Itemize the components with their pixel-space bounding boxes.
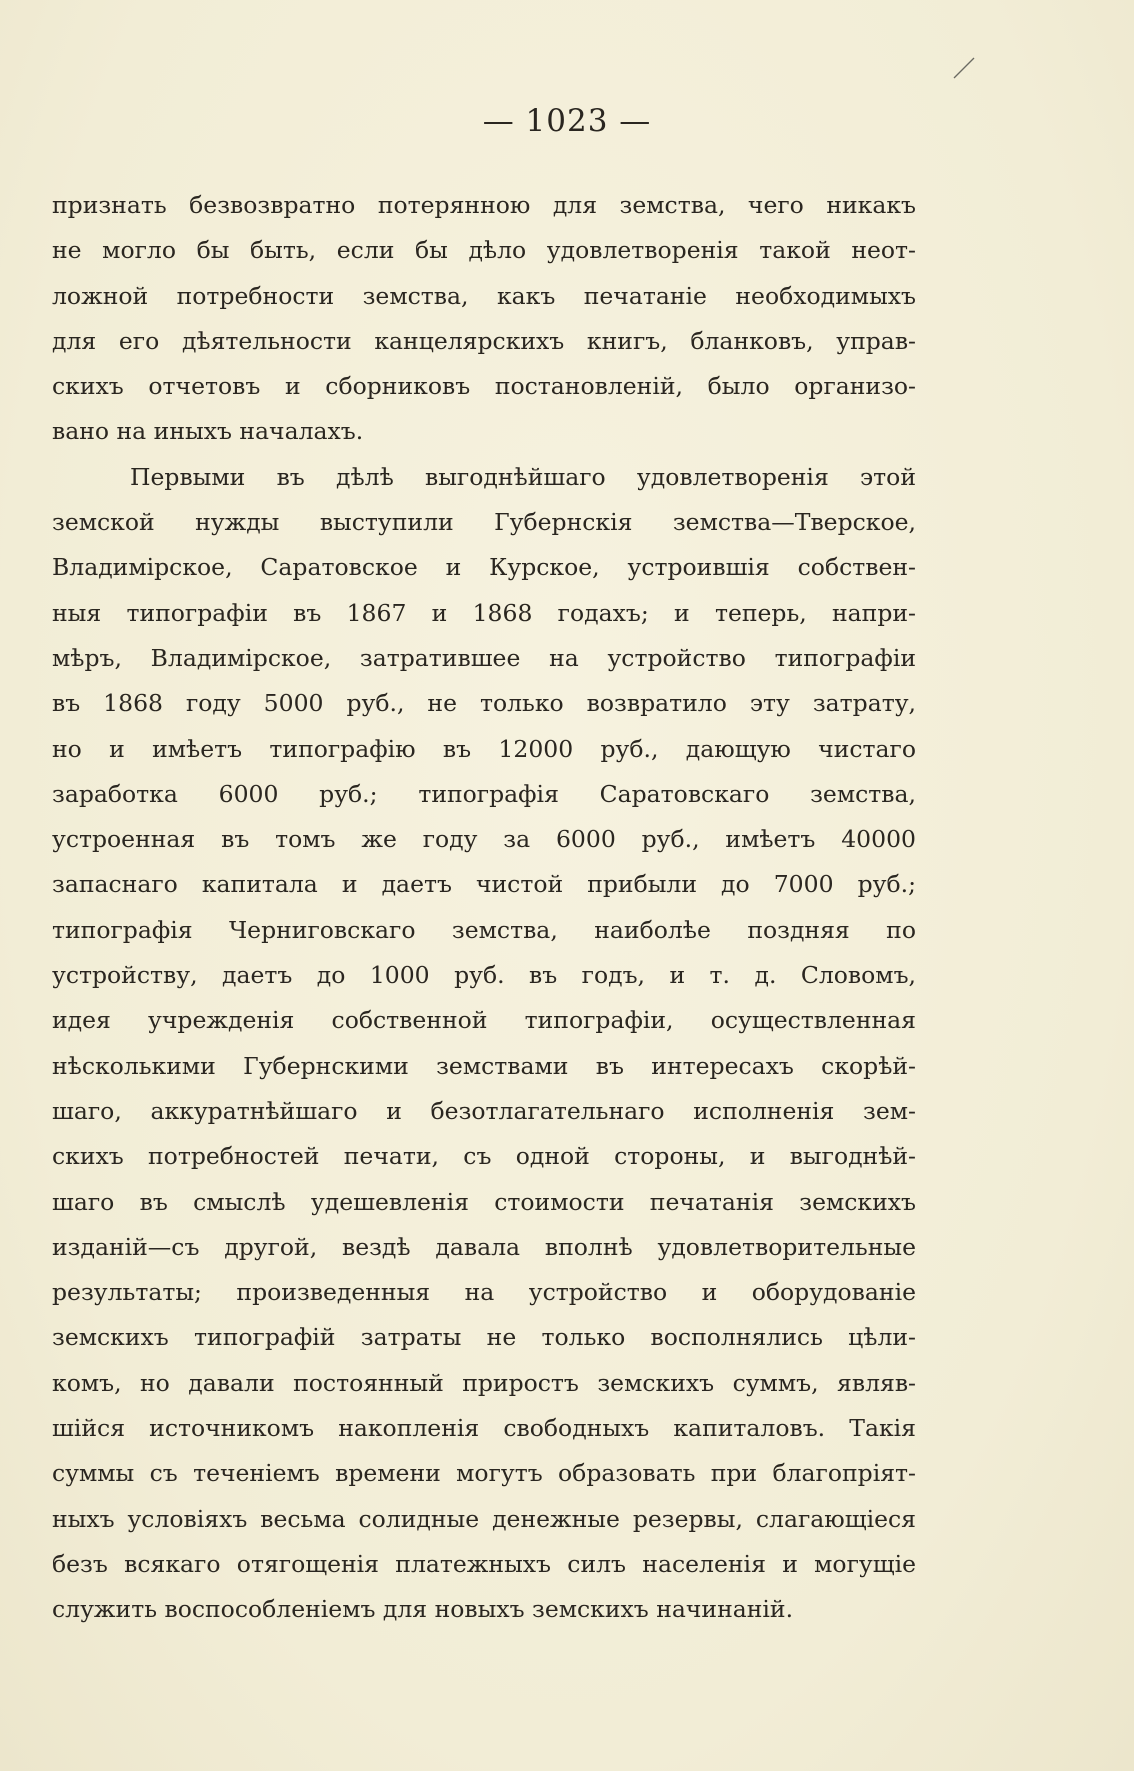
page-number: — 1023 — <box>482 103 652 139</box>
text-line: въ 1868 году 5000 руб., не только возвратило эту затрату, <box>52 689 916 718</box>
text-line: безъ всякаго отягощенія платежныхъ силъ населенія и могущіе <box>52 1549 916 1578</box>
text-line: нѣсколькими Губернскими земствами въ интересахъ скорѣй- <box>52 1051 916 1080</box>
text-line: результаты; произведенныя на устройство и оборудованіе <box>52 1278 916 1307</box>
text-line: запаснаго капитала и даетъ чистой прибыли до 7000 руб.; <box>52 870 916 899</box>
text-line: идея учрежденія собственной типографіи, осуществленная <box>52 1006 916 1035</box>
text-line: ложной потребности земства, какъ печатаніе необходимыхъ <box>52 281 916 310</box>
text-line: шійся источникомъ накопленія свободныхъ капиталовъ. Такія <box>52 1414 916 1443</box>
text-line: скихъ потребностей печати, съ одной стороны, и выгоднѣй- <box>52 1142 916 1171</box>
body-text <box>52 183 916 1633</box>
text-line: изданій—съ другой, вездѣ давала вполнѣ удовлетворительные <box>52 1232 916 1261</box>
text-line: суммы съ теченіемъ времени могутъ образовать при благопріят- <box>52 1459 916 1488</box>
text-line: ныя типографіи въ 1867 и 1868 годахъ; и теперь, напри- <box>52 598 916 627</box>
text-line: Владимірское, Саратовское и Курское, устроившія собствен- <box>52 553 916 582</box>
text-line: ныхъ условіяхъ весьма солидные денежные резервы, слагающіеся <box>52 1504 916 1533</box>
text-line: для его дѣятельности канцелярскихъ книгъ, бланковъ, управ- <box>52 326 916 355</box>
text-line: земскихъ типографій затраты не только восполнялись цѣли- <box>52 1323 916 1352</box>
text-line: мѣръ, Владимірское, затратившее на устройство типографіи <box>52 643 916 672</box>
text-line: не могло бы быть, если бы дѣло удовлетворенія такой неот- <box>52 236 916 265</box>
text-line: комъ, но давали постоянный приростъ земскихъ суммъ, являв- <box>52 1368 916 1397</box>
text-line: признать безвозвратно потерянною для земства, чего никакъ <box>52 191 916 219</box>
text-line: земской нужды выступили Губернскія земства—Тверское, <box>52 508 916 537</box>
text-line: скихъ отчетовъ и сборниковъ постановленій, было организо- <box>52 372 916 401</box>
text-line: типографія Черниговскаго земства, наиболѣе поздняя по <box>52 915 916 944</box>
text-line: шаго, аккуратнѣйшаго и безотлагательнаго исполненія зем- <box>52 1096 916 1125</box>
text-line: устроенная въ томъ же году за 6000 руб., имѣетъ 40000 <box>52 825 916 854</box>
text-line: устройству, даетъ до 1000 руб. въ годъ, и т. д. Словомъ, <box>52 961 916 990</box>
text-line: заработка 6000 руб.; типографія Саратовскаго земства, <box>52 779 916 808</box>
text-line: вано на иныхъ началахъ. <box>52 417 364 446</box>
pencil-mark <box>952 56 976 80</box>
text-line: служить воспособленіемъ для новыхъ земскихъ начинаній. <box>52 1595 794 1624</box>
text-line: но и имѣетъ типографію въ 12000 руб., дающую чистаго <box>52 734 916 763</box>
text-line: шаго въ смыслѣ удешевленія стоимости печатанія земскихъ <box>52 1187 916 1216</box>
text-line: Первыми въ дѣлѣ выгоднѣйшаго удовлетворенія этой <box>130 462 916 491</box>
